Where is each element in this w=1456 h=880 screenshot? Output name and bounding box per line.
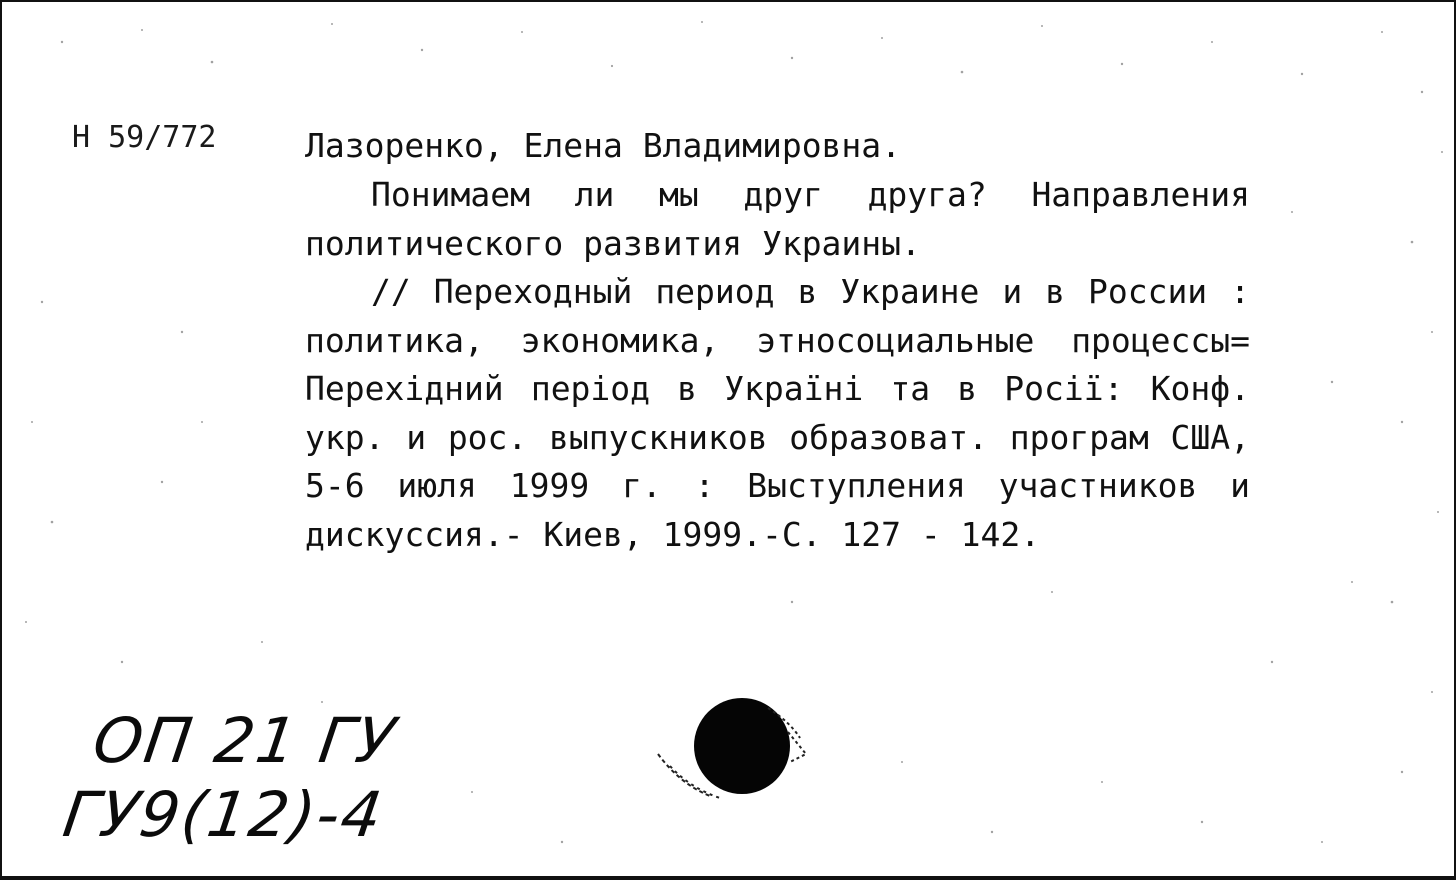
source-citation: // Переходный период в Украине и в России : политика, экономика, этносоциальные процессы= Перехідний період в Україні та в Росії: Конф. укр. и рос. выпускников образоват. програм США, 5-6 июля 1999 г. : Выступления участников и дискуссия.- Киев, 1999.-С. 127 - 142. [305, 272, 1250, 554]
punch-hole-icon [650, 692, 820, 812]
title-statement: Понимаем ли мы друг друга? Направления политического развития Украины. [305, 175, 1250, 263]
handwritten-shelfmark-line2: ГУ9(12)-4 [58, 778, 388, 851]
call-number: Н 59/772 [72, 120, 217, 155]
handwritten-shelfmark-line1: ОП 21 ГУ [88, 704, 402, 777]
author-heading: Лазоренко, Елена Владимировна. [305, 126, 902, 165]
